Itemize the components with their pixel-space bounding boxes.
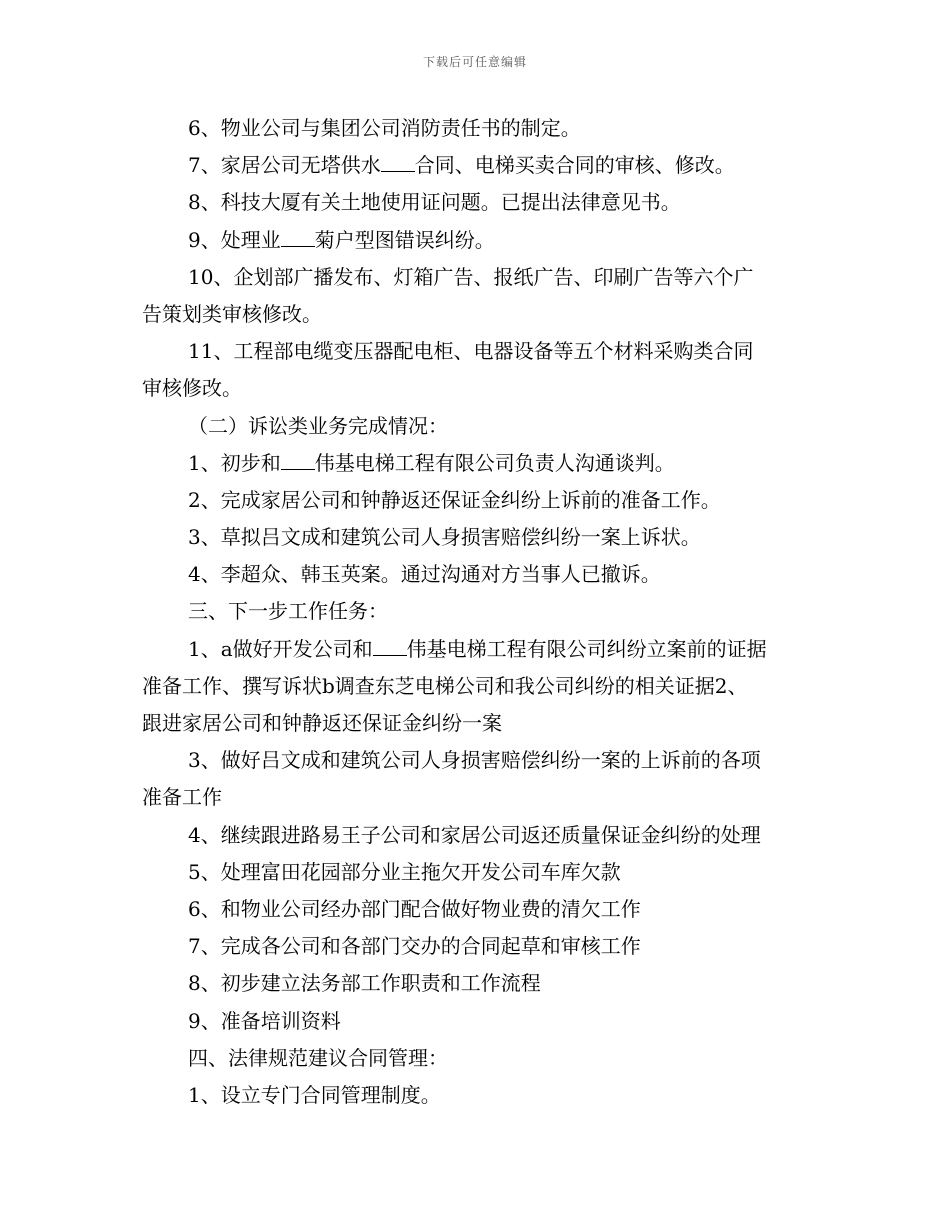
text-line [142, 928, 814, 965]
text-line [142, 556, 814, 593]
text-line [142, 965, 814, 1002]
text-line [142, 147, 814, 184]
text-line [142, 222, 814, 259]
text-segment: 11、工程部电缆变压器配电柜、电器设备等五个材料采购类合同 [188, 339, 754, 364]
text-line [142, 110, 814, 147]
text-line [142, 370, 814, 407]
text-line [142, 668, 814, 705]
text-segment: 菊户型图错误纠纷。 [314, 227, 495, 252]
text-segment: 准备工作、撰写诉状b调查东芝电梯公司和我公司纠纷的相关证据2、 [142, 673, 748, 698]
text-segment: 5、处理富田花园部分业主拖欠开发公司车库欠款 [188, 859, 621, 884]
text-line [142, 705, 814, 742]
text-line [142, 1003, 814, 1040]
text-line [142, 482, 814, 519]
text-line [142, 593, 814, 630]
text-segment: （二）诉讼类业务完成情况： [188, 413, 448, 438]
text-line [142, 333, 814, 370]
text-segment: 告策划类审核修改。 [142, 301, 322, 326]
text-segment: 6、物业公司与集团公司消防责任书的制定。 [188, 116, 581, 140]
page-header: 下载后可任意编辑 [422, 55, 527, 69]
text-line [142, 854, 814, 891]
text-segment: 8、科技大厦有关土地使用证问题。已提出法律意见书。 [188, 190, 681, 215]
text-segment: 3、做好吕文成和建筑公司人身损害赔偿纠纷一案的上诉前的各项 [188, 748, 761, 773]
text-line [142, 408, 814, 445]
blank-underline [281, 228, 315, 247]
document-body [142, 110, 814, 1114]
text-segment: 四、法律规范建议合同管理： [188, 1045, 448, 1070]
text-segment: 伟基电梯工程有限公司纠纷立案前的证据 [406, 636, 767, 661]
blank-underline [373, 637, 407, 656]
text-line [142, 184, 814, 221]
text-line [142, 296, 814, 333]
blank-underline [281, 451, 315, 470]
text-line [142, 891, 814, 928]
text-segment: 1、初步和 [188, 450, 281, 475]
text-segment: 合同、电梯买卖合同的审核、修改。 [414, 153, 735, 178]
text-segment: 10、企划部广播发布、灯箱广告、报纸广告、印刷广告等六个广 [188, 264, 754, 289]
blank-underline [381, 153, 415, 172]
text-segment: 审核修改。 [142, 376, 242, 401]
text-segment: 9、处理业 [188, 227, 281, 252]
text-segment: 9、准备培训资料 [188, 1008, 341, 1033]
text-segment: 6、和物业公司经办部门配合做好物业费的清欠工作 [188, 896, 641, 921]
text-line [142, 1040, 814, 1077]
text-line [142, 1077, 814, 1114]
text-segment: 4、李超众、韩玉英案。通过沟通对方当事人已撤诉。 [188, 562, 661, 587]
text-line [142, 445, 814, 482]
text-line [142, 259, 814, 296]
text-segment: 7、完成各公司和各部门交办的合同起草和审核工作 [188, 934, 641, 959]
text-segment: 1、设立专门合同管理制度。 [188, 1082, 441, 1107]
text-segment: 7、家居公司无塔供水 [188, 153, 381, 178]
text-segment: 2、完成家居公司和钟静返还保证金纠纷上诉前的准备工作。 [188, 487, 721, 512]
text-line [142, 519, 814, 556]
text-segment: 1、a做好开发公司和 [188, 636, 373, 661]
text-segment: 4、继续跟进路易王子公司和家居公司返还质量保证金纠纷的处理 [188, 822, 761, 847]
text-line [142, 631, 814, 668]
text-segment: 伟基电梯工程有限公司负责人沟通谈判。 [314, 450, 675, 475]
text-segment: 三、下一步工作任务： [188, 599, 388, 624]
text-segment: 准备工作 [142, 785, 222, 810]
text-line [142, 742, 814, 779]
text-segment: 8、初步建立法务部工作职责和工作流程 [188, 971, 541, 996]
text-segment: 跟进家居公司和钟静返还保证金纠纷一案 [142, 711, 502, 735]
text-segment: 3、草拟吕文成和建筑公司人身损害赔偿纠纷一案上诉状。 [188, 525, 701, 550]
text-line [142, 817, 814, 854]
text-line [142, 779, 814, 816]
